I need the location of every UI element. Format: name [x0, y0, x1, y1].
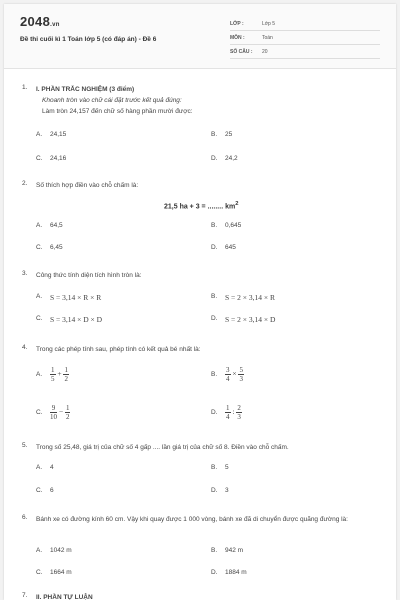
option-value: 25 — [225, 131, 233, 138]
option-letter: D. — [211, 569, 218, 576]
operator: × — [232, 369, 237, 379]
numerator: 1 — [65, 404, 70, 412]
question-text: Công thức tính diện tích hình tròn là: — [36, 272, 142, 279]
option-value: 4 — [50, 464, 54, 471]
option-value: 6,45 — [50, 244, 63, 251]
option-value: 6 — [50, 487, 54, 494]
option-letter: B. — [211, 222, 218, 229]
question-text: Số thích hợp điền vào chỗ chấm là: — [36, 182, 139, 189]
option-letter: A. — [36, 293, 43, 300]
question-number: 5. — [22, 442, 28, 449]
question-text: Trong các phép tính sau, phép tính có kết quả bé nhất là: — [36, 346, 201, 353]
question-number: 4. — [22, 344, 28, 351]
option-value: S = 2 × 3,14 × D — [225, 315, 276, 324]
denominator: 4 — [226, 413, 230, 421]
option-value: 24,2 — [225, 155, 238, 162]
option-letter: A. — [36, 131, 43, 138]
option-value: 0,645 — [225, 222, 242, 229]
option-letter: B. — [211, 131, 218, 138]
denominator: 2 — [64, 375, 68, 383]
meta-count-value: 20 — [262, 49, 268, 55]
exam-header — [4, 4, 396, 69]
numerator: 1 — [64, 366, 68, 374]
option-expression — [225, 404, 242, 421]
numerator: 5 — [239, 366, 243, 374]
section-heading-multiple-choice: I. PHẦN TRẮC NGHIỆM (3 điểm) — [36, 86, 135, 93]
equation-superscript: 2 — [235, 201, 239, 207]
option-value: S = 3,14 × R × R — [50, 293, 102, 302]
option-value: 645 — [225, 244, 236, 251]
denominator: 10 — [50, 413, 57, 421]
logo-suffix: .vn — [50, 22, 60, 28]
question-number: 7. — [22, 592, 28, 599]
fraction — [65, 404, 71, 421]
numerator: 3 — [226, 366, 230, 374]
option-letter: D. — [211, 315, 218, 322]
question-text: Bánh xe có đường kính 60 cm. Vậy khi quay được 1 000 vòng, bánh xe đã di chuyển được quãng đường là: — [36, 516, 348, 523]
option-letter: B. — [211, 293, 218, 300]
option-value: S = 3,14 × D × D — [50, 315, 103, 324]
fraction — [63, 366, 69, 383]
option-value: S = 2 × 3,14 × R — [225, 293, 275, 302]
denominator: 3 — [237, 413, 241, 421]
operator: − — [58, 407, 64, 417]
fraction — [238, 366, 244, 383]
denominator: 5 — [51, 375, 55, 383]
meta-subject-row — [230, 32, 380, 45]
option-value: 64,5 — [50, 222, 63, 229]
denominator: 2 — [65, 413, 70, 421]
option-value: 1664 m — [50, 569, 72, 576]
fraction — [50, 366, 56, 383]
question-number: 3. — [22, 270, 28, 277]
fraction — [50, 404, 57, 421]
meta-class-row — [230, 18, 380, 31]
meta-class-value: Lớp 5 — [262, 21, 276, 27]
option-letter: D. — [211, 487, 218, 494]
question-number: 2. — [22, 180, 28, 187]
option-value: 24,16 — [50, 155, 67, 162]
option-letter: B. — [211, 464, 218, 471]
option-letter: C. — [36, 569, 43, 576]
fraction — [225, 366, 231, 383]
meta-count-label: SỐ CÂU : — [230, 49, 253, 55]
option-letter: A. — [36, 547, 43, 554]
instruction-text: Khoanh tròn vào chữ cái đặt trước kết quả đúng: — [42, 97, 182, 104]
option-letter: D. — [211, 244, 218, 251]
option-value: 1042 m — [50, 547, 72, 554]
numerator: 1 — [51, 366, 55, 374]
option-letter: A. — [36, 222, 43, 229]
option-letter: A. — [36, 464, 43, 471]
question-equation — [164, 201, 238, 210]
option-value: 942 m — [225, 547, 244, 554]
option-expression — [225, 366, 244, 383]
option-letter: D. — [211, 155, 218, 162]
fraction — [236, 404, 242, 421]
option-letter: C. — [36, 315, 43, 322]
option-value: 5 — [225, 464, 229, 471]
operator: + — [57, 369, 62, 379]
option-expression — [50, 366, 69, 383]
option-expression — [50, 404, 70, 421]
question-number: 1. — [22, 84, 28, 91]
denominator: 3 — [239, 375, 243, 383]
exam-title: Đề thi cuối kì 1 Toán lớp 5 (có đáp án) - Đề 6 — [20, 36, 157, 43]
question-text: Làm tròn 24,157 đến chữ số hàng phần mười được: — [42, 108, 193, 115]
option-letter: C. — [36, 244, 43, 251]
option-value: 3 — [225, 487, 229, 494]
question-number: 6. — [22, 514, 28, 521]
equation-text: 21,5 ha + 3 = ........ km — [164, 203, 236, 211]
meta-subject-label: MÔN : — [230, 35, 245, 41]
section-heading-essay: II. PHẦN TỰ LUẬN — [36, 594, 93, 600]
operator: : — [232, 407, 235, 417]
option-letter: A. — [36, 371, 43, 378]
numerator: 9 — [51, 404, 56, 412]
fraction — [225, 404, 231, 421]
option-letter: B. — [211, 371, 218, 378]
option-value: 1884 m — [225, 569, 247, 576]
denominator: 4 — [226, 375, 230, 383]
site-logo[interactable] — [20, 14, 60, 29]
numerator: 1 — [226, 404, 230, 412]
question-text: Trong số 25,48, giá trị của chữ số 4 gấp .... lần giá trị của chữ số 8. Điền vào chỗ chấm. — [36, 444, 289, 451]
option-letter: C. — [36, 155, 43, 162]
option-letter: D. — [211, 409, 218, 416]
option-value: 24,15 — [50, 131, 67, 138]
option-letter: C. — [36, 409, 43, 416]
exam-page — [4, 4, 396, 600]
logo-text: 2048 — [20, 14, 51, 29]
option-letter: C. — [36, 487, 43, 494]
numerator: 2 — [237, 404, 241, 412]
meta-count-row — [230, 46, 380, 59]
meta-class-label: LỚP : — [230, 21, 244, 27]
meta-subject-value: Toán — [262, 35, 273, 41]
option-letter: B. — [211, 547, 218, 554]
